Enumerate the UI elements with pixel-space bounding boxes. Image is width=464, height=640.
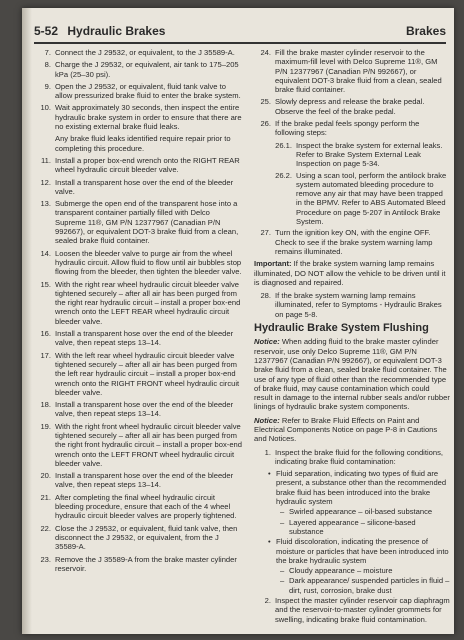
step-16: 16. Install a transparent hose over the end of the bleeder valve, then repeat steps 13–14.	[40, 329, 234, 348]
manual-page	[22, 8, 454, 634]
step-10: 10. Wait approximately 30 seconds, then inspect the entire hydraulic brake system in order to ensure that there are no existing external brake fluid leaks.	[40, 103, 242, 132]
bullet-fluid-separation: • Fluid separation, indicating two types of fluid are present, a substance other than the recommended brake fluid has been introduced into the brake hydraulic system	[268, 469, 447, 507]
step-24: 24. Fill the brake master cylinder reservoir to the maximum-fill level with Delco Supreme 11®, GM P/N 12377967 (Canadian P/N 992667), or equivalent DOT-3 brake fluid from a clean, sealed brake fluid container.	[260, 48, 442, 95]
step-13: 13. Submerge the open end of the transparent hose into a transparent container partially filled with Delco Supreme 11®, GM P/N 12377967 (Canadian P/N 992667), or equivalent DOT-3 brake fluid from a clean, sealed brake fluid container.	[40, 199, 239, 246]
chapter-title: Hydraulic Brakes	[67, 24, 166, 38]
step-10-note: Any brake fluid leaks identified require repair prior to completing this procedure.	[55, 134, 231, 153]
flush-step-2: 2. Inspect the master cylinder reservoir cap diaphragm and the reservoir-to-master cylinder grommets for swelling, indicating brake fluid contamination.	[264, 596, 450, 624]
left-column	[34, 48, 242, 576]
step-26: 26. If the brake pedal feels spongy perform the following steps:	[260, 119, 420, 138]
page-number: 5-52	[34, 24, 59, 38]
dash-layered: – Layered appearance – silicone-based substance	[280, 517, 416, 536]
page-header	[34, 24, 446, 44]
step-18: 18. Install a transparent hose over the end of the bleeder valve, then repeat steps 13–14.	[40, 400, 234, 419]
step-20: 20. Install a transparent hose over the end of the bleeder valve, then repeat steps 13–14.	[40, 471, 234, 490]
step-26-2: 26.2. Using a scan tool, perform the antilock brake system automated bleeding procedure to remove any air that may have been trapped in the BPMV. Refer to ABS Automated Bleed Procedure on page 5-207 in Antilock Brake System.	[275, 170, 447, 227]
step-14: 14. Loosen the bleeder valve to purge air from the wheel hydraulic circuit. Allow fluid to flow until air bubbles stop flowing from the bleeder, then tighten the bleeder valve.	[40, 248, 242, 277]
step-12: 12. Install a transparent hose over the end of the bleeder valve.	[40, 177, 234, 196]
flushing-section-title: Hydraulic Brake System Flushing	[254, 322, 429, 335]
step-11: 11. Install a proper box-end wrench onto the RIGHT REAR wheel hydraulic circuit bleeder valve.	[41, 155, 240, 175]
flush-step-1: 1. Inspect the brake fluid for the following conditions, indicating brake fluid contamination:	[264, 447, 444, 466]
important-note: Important: If the brake system warning lamp remains illuminated, DO NOT allow the vehicle to be driven until it is diagnosed and repaired.	[254, 259, 446, 287]
step-19: 19. With the right front wheel hydraulic circuit bleeder valve tightened securely – after all air has been purged from the right front hydraulic circuit – install a proper box-end wrench onto the LEFT FRONT wheel hydraulic circuit bleeder valve.	[40, 421, 242, 468]
bullet-fluid-discoloration: • Fluid discoloration, indicating the presence of moisture or particles that have been introduced into the brake hydraulic system	[268, 537, 449, 565]
section-title: Brakes	[405, 24, 446, 38]
step-9: 9. Open the J 29532, or equivalent, fluid tank valve to allow pressurized brake fluid to enter the brake system.	[44, 81, 241, 101]
step-22: 22. Close the J 29532, or equivalent, fluid tank valve, then disconnect the J 29532, or equivalent, from the J 35589-A.	[40, 523, 238, 552]
step-25: 25. Slowly depress and release the brake pedal. Observe the feel of the brake pedal.	[260, 97, 425, 116]
dash-cloudy: – Cloudy appearance – moisture	[280, 566, 393, 576]
step-27: 27. Turn the ignition key ON, with the engine OFF. Check to see if the brake system warning lamp remains illuminated.	[260, 228, 433, 256]
dash-swirled: – Swirled appearance – oil-based substance	[280, 507, 433, 517]
step-15: 15. With the right rear wheel hydraulic circuit bleeder valve tightened securely – after all air has been purged from the right rear hydraulic circuit – install a proper box-end wrench onto the LEFT REAR wheel hydraulic circuit bleeder valve.	[40, 279, 241, 326]
step-21: 21. After completing the final wheel hydraulic circuit bleeding procedure, ensure that each of the 4 wheel hydraulic circuit bleeder valves are properly tightened.	[40, 492, 237, 521]
notice-brake-fluid: Notice: When adding fluid to the brake master cylinder reservoir, use only Delco Supreme 11®, GM P/N 12377967 (Canadian P/N 992667), or equivalent DOT-3 brake fluid from a clean, sealed brake fluid container. The use of any type of fluid other than the recommended type of brake fluid, may cause contamination which could result in damage to the internal rubber seals and/or rubber linings of hydraulic brake system components.	[254, 337, 450, 412]
step-26-1: 26.1. Inspect the brake system for external leaks. Refer to Brake System External Leak Inspection on page 5-34.	[275, 140, 443, 169]
notice-paint: Notice: Refer to Brake Fluid Effects on Paint and Electrical Components Notice on page P-8 in Cautions and Notices.	[254, 415, 438, 444]
step-8: 8. Charge the J 29532, or equivalent, air tank to 175–205 kPa (25–30 psi).	[44, 60, 239, 79]
dash-dark: – Dark appearance/ suspended particles in fluid – dirt, rust, corrosion, brake dust	[280, 576, 450, 595]
step-17: 17. With the left rear wheel hydraulic circuit bleeder valve tightened securely – after all air has been purged from the left rear hydraulic circuit – install a proper box-end wrench onto the RIGHT FRONT wheel hydraulic circuit bleeder valve.	[40, 350, 240, 397]
step-28: 28. If the brake system warning lamp remains illuminated, refer to Symptoms - Hydraulic Brakes on page 5-8.	[260, 291, 442, 319]
step-23: 23. Remove the J 35589-A from the brake master cylinder reservoir.	[40, 554, 237, 573]
right-column	[254, 48, 450, 627]
step-7: 7. Connect the J 29532, or equivalent, to the J 35589-A.	[44, 48, 235, 57]
